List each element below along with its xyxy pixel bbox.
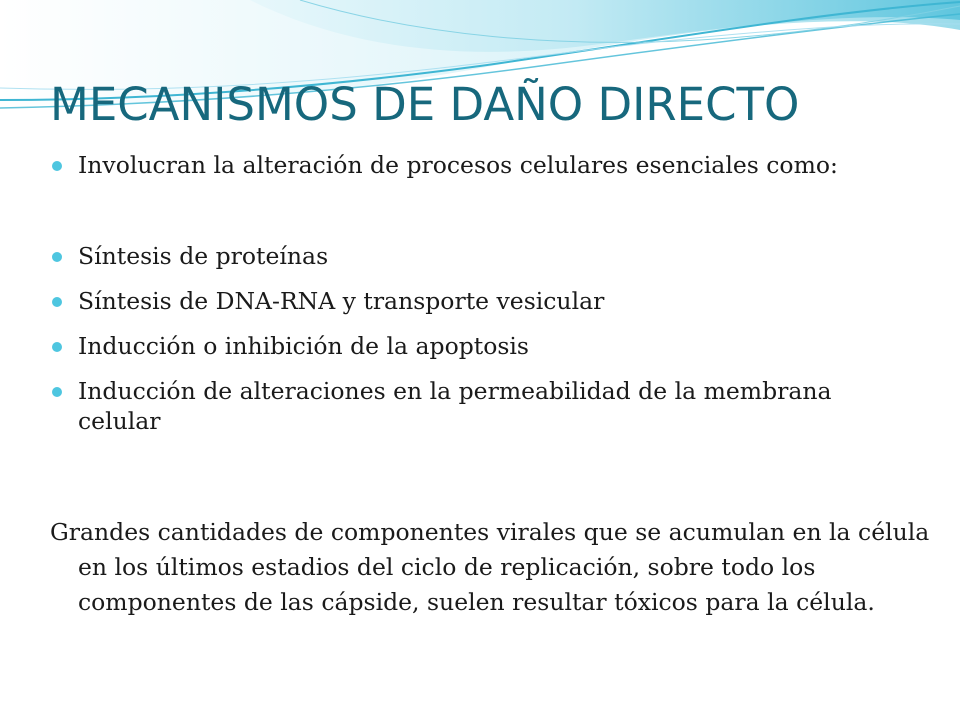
bullet-item — [50, 286, 910, 316]
bullet-text: Involucran la alteración de procesos celulares esenciales como: — [78, 151, 838, 179]
bullet-item — [50, 241, 910, 271]
bullet-text: Síntesis de DNA-RNA y transporte vesicular — [78, 287, 605, 315]
bullet-dot-icon — [52, 252, 62, 262]
bullet-dot-icon — [52, 342, 62, 352]
slide-title: MECANISMOS DE DAÑO DIRECTO — [50, 78, 800, 131]
bullet-dot-icon — [52, 297, 62, 307]
bullet-item — [50, 150, 910, 180]
closing-paragraph: Grandes cantidades de componentes virales que se acumulan en la célula en los últimos estadios del ciclo de replicación, sobre todo los componentes de las cápside, suelen resultar tóxicos para la célula. — [50, 518, 930, 616]
bullet-list — [50, 150, 910, 451]
bullet-dot-icon — [52, 161, 62, 171]
bullet-dot-icon — [52, 387, 62, 397]
bullet-item — [50, 376, 910, 436]
bullet-text: Síntesis de proteínas — [78, 242, 329, 270]
bullet-text: Inducción de alteraciones en la permeabilidad de la membrana celular — [78, 377, 832, 435]
bullet-text: Inducción o inhibición de la apoptosis — [78, 332, 529, 360]
bullet-item — [50, 331, 910, 361]
